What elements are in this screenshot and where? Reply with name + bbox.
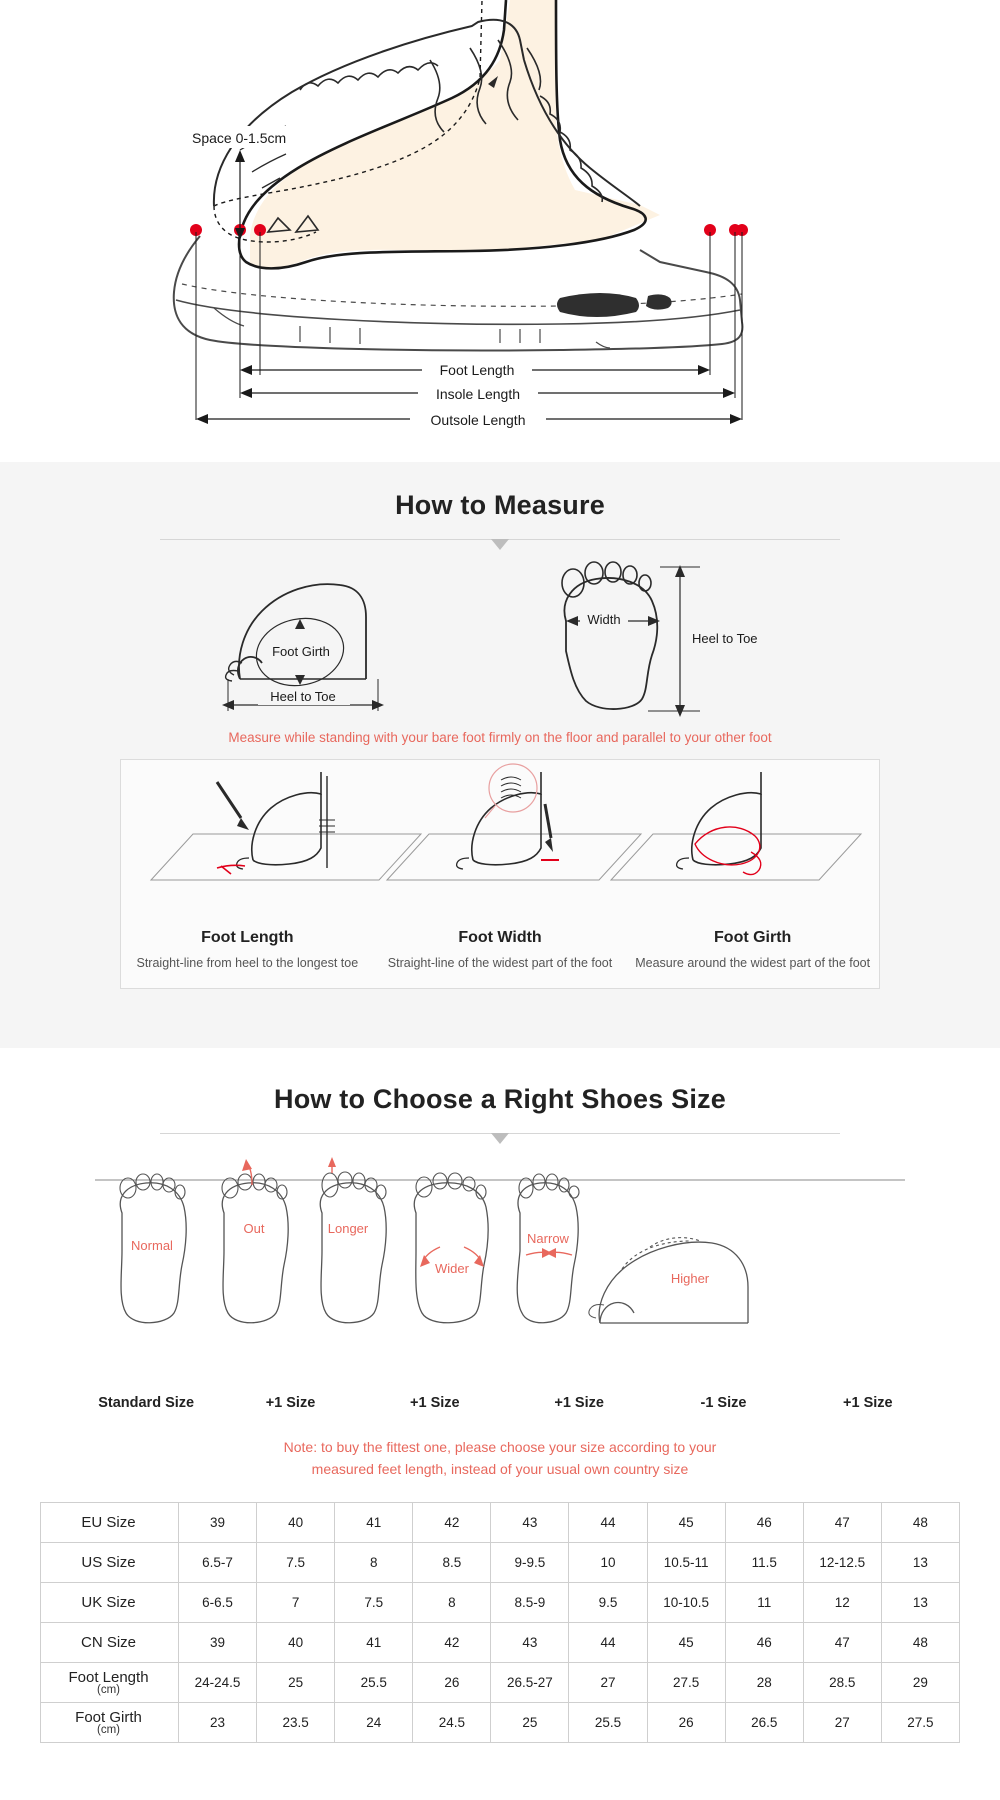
table-cell: 42 — [413, 1503, 491, 1543]
table-cell: 8.5 — [413, 1543, 491, 1583]
row-label-text: Foot Length — [68, 1669, 149, 1687]
row-label — [41, 1663, 179, 1703]
table-cell: 46 — [725, 1623, 803, 1663]
table-cell: 26.5 — [725, 1703, 803, 1743]
foot-mark: Longer — [327, 1221, 369, 1236]
table-cell: 29 — [881, 1663, 959, 1703]
bottom-spacer — [0, 1743, 1000, 1769]
shoe-diagram-illustration — [0, 0, 1000, 462]
heel-to-toe-top-label: Heel to Toe — [692, 631, 758, 646]
size-chart-table — [40, 1502, 960, 1743]
row-label-text: UK Size — [81, 1594, 136, 1612]
table-cell: 44 — [569, 1623, 647, 1663]
title-divider — [160, 539, 840, 553]
table-cell: 26 — [647, 1703, 725, 1743]
measure-note: Measure while standing with your bare foot firmly on the floor and parallel to your other foot — [228, 730, 772, 745]
table-cell: 9-9.5 — [491, 1543, 569, 1583]
table-cell: 6-6.5 — [179, 1583, 257, 1623]
how-to-choose-title: How to Choose a Right Shoes Size — [274, 1084, 726, 1114]
table-cell: 7.5 — [335, 1583, 413, 1623]
step-desc: Straight-line of the widest part of the foot — [387, 955, 613, 970]
table-cell: 25 — [257, 1663, 335, 1703]
how-to-choose-section — [0, 1048, 1000, 1799]
size-note — [150, 1437, 850, 1480]
measure-illustrations — [0, 559, 1000, 724]
step-title: Foot Width — [458, 928, 542, 946]
how-to-measure-section — [0, 462, 1000, 1048]
table-cell: 39 — [179, 1503, 257, 1543]
foot-shape-out — [222, 1159, 288, 1323]
row-label-text: Foot Girth — [75, 1709, 142, 1727]
size-note-line-2: measured feet length, instead of your usual own country size — [311, 1460, 689, 1477]
title-divider-2 — [160, 1133, 840, 1147]
table-cell: 28 — [725, 1663, 803, 1703]
measure-steps-captions — [121, 929, 879, 972]
row-label-unit: (cm) — [97, 1724, 120, 1737]
row-label-text: US Size — [81, 1554, 136, 1572]
table-cell: 8 — [413, 1583, 491, 1623]
table-cell: 7 — [257, 1583, 335, 1623]
caret-down-icon — [491, 539, 509, 550]
table-cell: 27 — [569, 1663, 647, 1703]
space-label: Space 0-1.5cm — [192, 130, 287, 146]
table-cell: 47 — [803, 1623, 881, 1663]
table-cell: 48 — [881, 1623, 959, 1663]
outsole-length-label: Outsole Length — [430, 412, 526, 428]
table-cell: 23 — [179, 1703, 257, 1743]
table-cell: 6.5-7 — [179, 1543, 257, 1583]
table-cell: 39 — [179, 1623, 257, 1663]
foot-mark: Higher — [670, 1271, 710, 1286]
measure-step — [374, 929, 627, 972]
caret-down-icon — [491, 1133, 509, 1144]
foot-caption: +1 Size — [410, 1395, 460, 1411]
how-to-measure-title: How to Measure — [395, 490, 605, 520]
row-label-unit: (cm) — [97, 1684, 120, 1697]
foot-mark: Out — [243, 1221, 265, 1236]
step-title: Foot Girth — [714, 928, 792, 946]
foot-shapes-row — [0, 1155, 1000, 1395]
step-title: Foot Length — [201, 928, 294, 946]
step-desc: Measure around the widest part of the foot — [635, 955, 871, 970]
table-cell: 10.5-11 — [647, 1543, 725, 1583]
width-label: Width — [587, 612, 621, 627]
table-cell: 25 — [491, 1703, 569, 1743]
foot-shape-normal — [120, 1174, 186, 1323]
table-cell: 8.5-9 — [491, 1583, 569, 1623]
table-cell: 43 — [491, 1503, 569, 1543]
size-note-line-1: Note: to buy the fittest one, please choose your size according to your — [283, 1439, 717, 1455]
foot-mark: Wider — [435, 1261, 469, 1276]
foot-shape-captions — [60, 1395, 940, 1411]
table-cell: 25.5 — [335, 1663, 413, 1703]
table-cell: 40 — [257, 1623, 335, 1663]
table-cell: 27 — [803, 1703, 881, 1743]
foot-shapes-illustration — [0, 1155, 1000, 1395]
row-label — [41, 1623, 179, 1663]
foot-shape-wider — [414, 1173, 488, 1323]
measure-step — [626, 929, 879, 972]
step-desc: Straight-line from heel to the longest toe — [136, 955, 359, 970]
row-label-text: CN Size — [80, 1634, 136, 1652]
measure-steps-box — [120, 759, 880, 989]
table-row — [41, 1663, 960, 1703]
foot-caption: +1 Size — [554, 1395, 604, 1411]
table-cell: 10-10.5 — [647, 1583, 725, 1623]
table-cell: 40 — [257, 1503, 335, 1543]
measure-step — [121, 929, 374, 972]
row-label — [41, 1503, 179, 1543]
table-cell: 47 — [803, 1503, 881, 1543]
table-cell: 13 — [881, 1543, 959, 1583]
measure-steps-illustration — [121, 760, 879, 920]
table-cell: 13 — [881, 1583, 959, 1623]
table-cell: 45 — [647, 1623, 725, 1663]
foot-caption: Standard Size — [98, 1395, 195, 1411]
table-row — [41, 1703, 960, 1743]
table-cell: 42 — [413, 1623, 491, 1663]
heel-to-toe-side-label: Heel to Toe — [270, 689, 336, 704]
table-cell: 24 — [335, 1703, 413, 1743]
table-row — [41, 1583, 960, 1623]
table-cell: 46 — [725, 1503, 803, 1543]
row-label — [41, 1543, 179, 1583]
foot-caption: +1 Size — [843, 1395, 893, 1411]
table-cell: 23.5 — [257, 1703, 335, 1743]
table-cell: 12 — [803, 1583, 881, 1623]
table-cell: 7.5 — [257, 1543, 335, 1583]
foot-mark: Normal — [131, 1238, 173, 1253]
foot-girth-label: Foot Girth — [272, 644, 330, 659]
table-cell: 10 — [569, 1543, 647, 1583]
foot-caption: +1 Size — [265, 1395, 316, 1411]
table-cell: 26.5-27 — [491, 1663, 569, 1703]
table-cell: 48 — [881, 1503, 959, 1543]
table-cell: 43 — [491, 1623, 569, 1663]
table-cell: 27.5 — [881, 1703, 959, 1743]
table-cell: 8 — [335, 1543, 413, 1583]
foot-caption: -1 Size — [700, 1395, 747, 1411]
foot-mark: Narrow — [527, 1231, 569, 1246]
foot-shape-longer — [320, 1157, 386, 1323]
table-cell: 44 — [569, 1503, 647, 1543]
table-cell: 41 — [335, 1623, 413, 1663]
table-cell: 11 — [725, 1583, 803, 1623]
table-row — [41, 1623, 960, 1663]
foot-shape-higher — [589, 1238, 748, 1323]
table-cell: 9.5 — [569, 1583, 647, 1623]
table-cell: 12-12.5 — [803, 1543, 881, 1583]
foot-length-label: Foot Length — [439, 362, 515, 378]
table-cell: 11.5 — [725, 1543, 803, 1583]
table-cell: 26 — [413, 1663, 491, 1703]
shoe-diagram-section — [0, 0, 1000, 462]
foot-shape-narrow — [517, 1174, 579, 1323]
table-row — [41, 1543, 960, 1583]
table-cell: 27.5 — [647, 1663, 725, 1703]
row-label — [41, 1703, 179, 1743]
row-label-text: EU Size — [81, 1514, 136, 1532]
table-cell: 41 — [335, 1503, 413, 1543]
table-cell: 25.5 — [569, 1703, 647, 1743]
insole-length-label: Insole Length — [435, 386, 521, 402]
table-cell: 24.5 — [413, 1703, 491, 1743]
row-label — [41, 1583, 179, 1623]
table-cell: 28.5 — [803, 1663, 881, 1703]
table-cell: 45 — [647, 1503, 725, 1543]
table-cell: 24-24.5 — [179, 1663, 257, 1703]
table-row — [41, 1503, 960, 1543]
